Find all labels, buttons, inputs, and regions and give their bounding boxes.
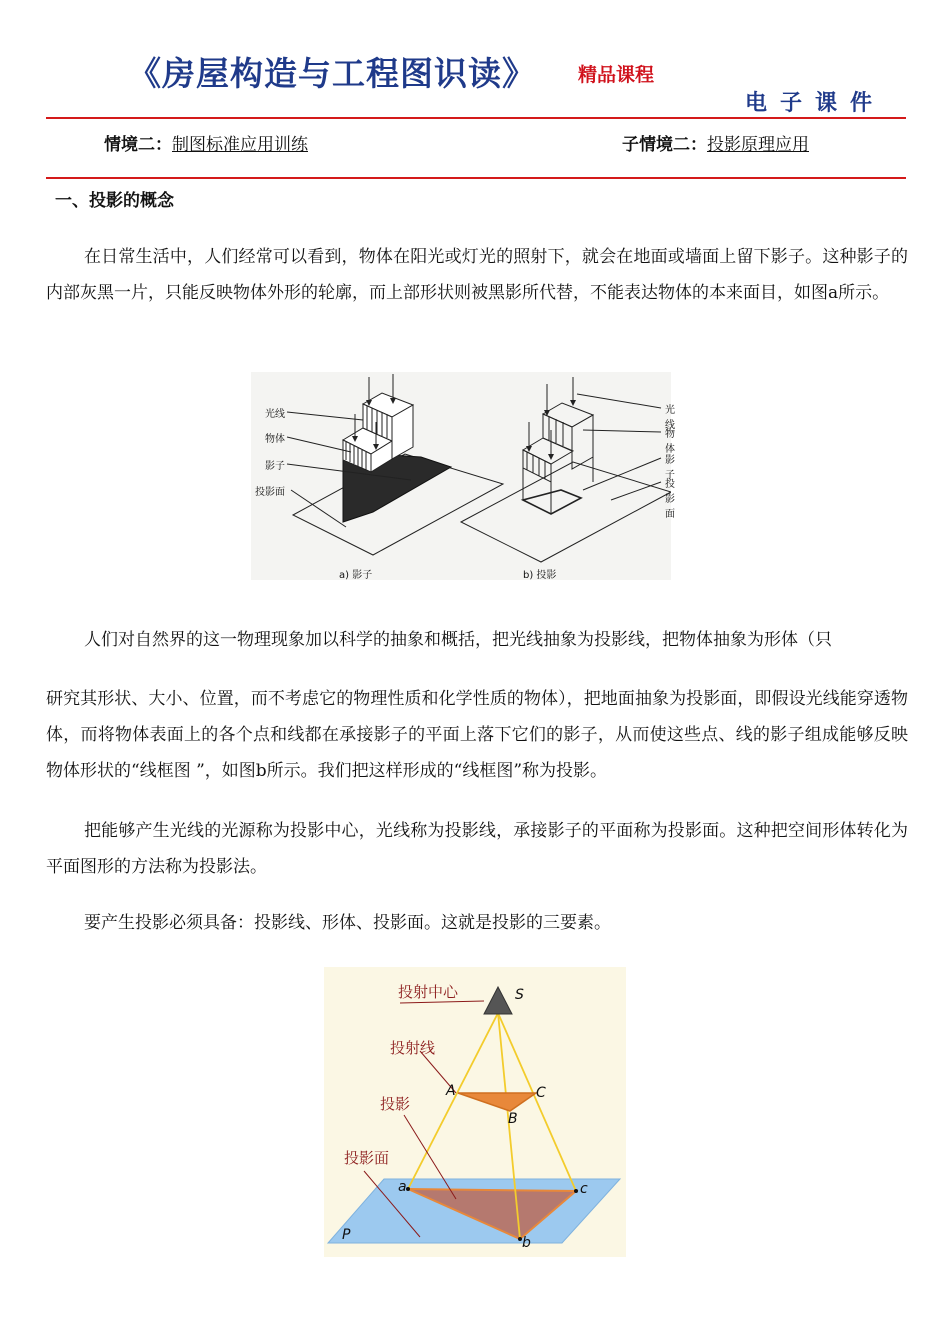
fig-b-label-shadow: 影子	[665, 455, 675, 481]
point-P-label: P	[342, 1227, 351, 1243]
paragraph-2-rest: 研究其形状、大小、位置，而不考虑它的物理性质和化学性质的物体），把地面抽象为投影面，即假设光线能穿透物体，而将物体表面上的各个点和线都在承接影子的平面上落下它们的影子，从而使这些点、线的影子组成能够反映物体形状的“线框图 ”，如图b所示。我们把这样形成的“线框图”称为投影。	[46, 689, 908, 781]
paragraph-2-line-1: 人们对自然界的这一物理现象加以科学的抽象和概括，把光线抽象为投影线，把物体抽象为形体（只	[84, 630, 832, 650]
figure-shadow-projection-drawing	[251, 372, 671, 580]
projection-label: 投影	[380, 1095, 411, 1113]
document-subtitle: 电子课件	[745, 90, 886, 116]
point-A-label: A	[446, 1083, 456, 1099]
point-a-label: a	[398, 1179, 407, 1195]
fig-b-caption: b) 投影	[523, 570, 557, 581]
context-right-value: 投影原理应用	[707, 135, 809, 155]
context-right-label: 子情境二：	[622, 135, 707, 155]
paragraph-3: 把能够产生光线的光源称为投影中心，光线称为投影线，承接影子的平面称为投影面。这种把空间形体转化为平面图形的方法称为投影法。	[46, 821, 908, 877]
header-rule	[46, 117, 906, 119]
point-B-label: B	[508, 1111, 518, 1127]
context-right	[622, 130, 809, 155]
fig-a-label-object: 物体	[265, 434, 285, 445]
context-rule	[46, 177, 906, 179]
plane-label: 投影面	[344, 1149, 390, 1167]
fig-a-label-plane: 投影面	[255, 487, 285, 498]
paragraph-1: 在日常生活中，人们经常可以看到，物体在阳光或灯光的照射下，就会在地面或墙面上留下影子。这种影子的内部灰黑一片，只能反映物体外形的轮廓，而上部形状则被黑影所代替，不能表达物体的本来面目，如图a所示。	[46, 247, 908, 303]
figure-central-projection-drawing	[324, 967, 626, 1257]
center-label: 投射中心	[398, 983, 459, 1001]
fig-b-label-light: 光线	[665, 405, 675, 431]
fig-a-caption: a) 影子	[339, 570, 373, 581]
fig-b-label-object: 物体	[665, 429, 675, 455]
point-c-label: c	[580, 1181, 588, 1197]
context-left	[104, 130, 308, 155]
figure-central-projection	[324, 967, 626, 1257]
fig-a-label-shadow: 影子	[265, 461, 285, 472]
point-b-label: b	[522, 1235, 531, 1251]
ray-label: 投射线	[390, 1039, 436, 1057]
fig-a-label-light: 光线	[265, 409, 285, 420]
paragraph-4: 要产生投影必须具备：投影线、形体、投影面。这就是投影的三要素。	[84, 913, 611, 933]
figure-shadow-projection	[251, 372, 675, 581]
document-title: 《房屋构造与工程图识读》	[128, 54, 536, 93]
section-heading: 一、投影的概念	[55, 191, 174, 211]
point-C-label: C	[536, 1085, 546, 1101]
point-S-label: S	[515, 987, 524, 1003]
object-triangle	[458, 1093, 536, 1111]
context-left-value: 制图标准应用训练	[172, 135, 308, 155]
context-left-label: 情境二：	[104, 135, 172, 155]
projection-center-marker	[484, 987, 512, 1014]
course-badge: 精品课程	[578, 64, 655, 86]
fig-b-label-plane: 投影面	[665, 479, 675, 520]
